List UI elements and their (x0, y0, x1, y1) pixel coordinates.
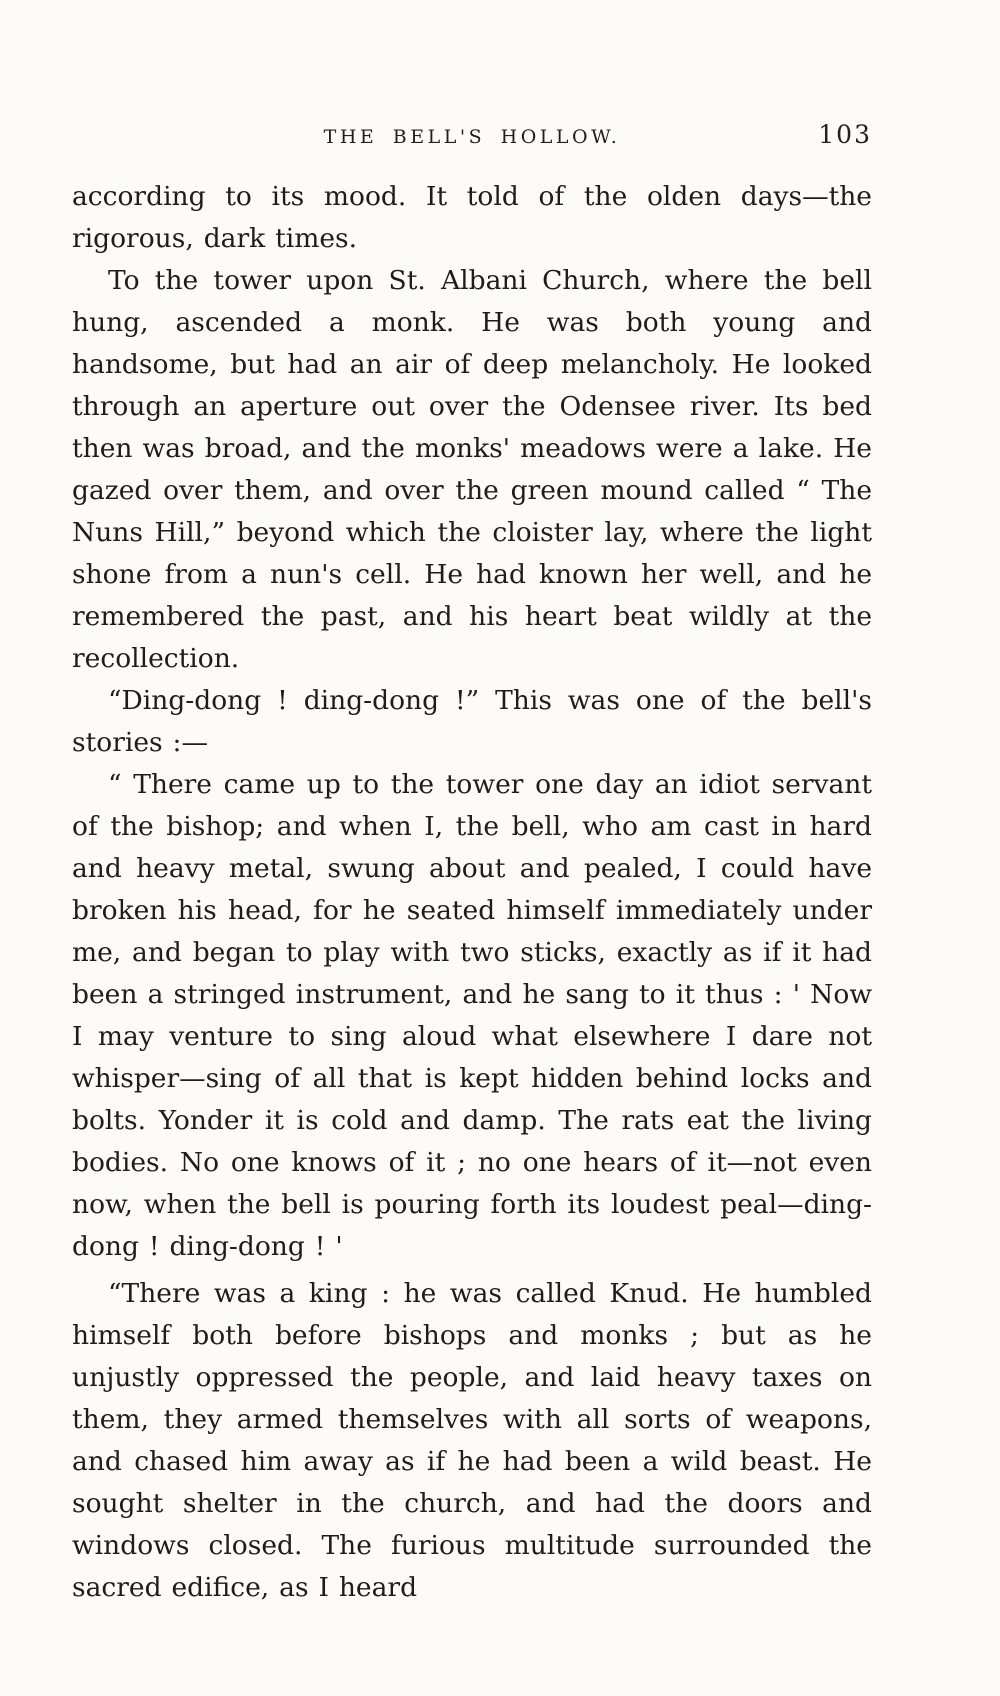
paragraph: To the tower upon St. Albani Church, where the bell hung, ascended a monk. He was both young and handsome, but had an air of deep melancholy. He looked through an aperture out over the Odensee river. Its bed then was broad, and the monks' meadows were a lake. He gazed over them, and over the green mound called “ The Nuns Hill,” beyond which the cloister lay, where the light shone from a nun's cell. He had known her well, and he remembered the past, and his heart beat wildly at the recollection. (72, 265, 872, 674)
page-number: 103 (818, 120, 872, 149)
paragraph: “ There came up to the tower one day an idiot servant of the bishop; and when I, the bell, who am cast in hard and heavy metal, swung about and pealed, I could have broken his head, for he seated himself immediately under me, and began to play with two sticks, exactly as if it had been a stringed instrument, and he sang to it thus : ' Now I may venture to sing aloud what elsewhere I dare not whisper—sing of all that is kept hidden behind locks and bolts. Yonder it is cold and damp. The rats eat the living bodies. No one knows of it ; no one hears of it—not even now, when the bell is pouring forth its loudest peal—ding-dong ! ding-dong ! ' (72, 769, 872, 1262)
paragraph-continuation: according to its mood. It told of the olden days—the rigorous, dark times. (72, 181, 872, 254)
paragraph: “Ding-dong ! ding-dong !” This was one of the bell's stories :— (72, 685, 872, 758)
running-title: THE BELL'S HOLLOW. (323, 126, 621, 148)
paragraph: “There was a king : he was called Knud. He humbled himself both before bishops and monks ; but as he unjustly oppressed the people, and laid heavy taxes on them, they armed themselves with all sorts of weapons, and chased him away as if he had been a wild beast. He sought shelter in the church, and had the doors and windows closed. The furious multitude surrounded the sacred edifice, as I heard (72, 1278, 872, 1603)
page-header (72, 120, 872, 160)
page-body (72, 176, 872, 1609)
